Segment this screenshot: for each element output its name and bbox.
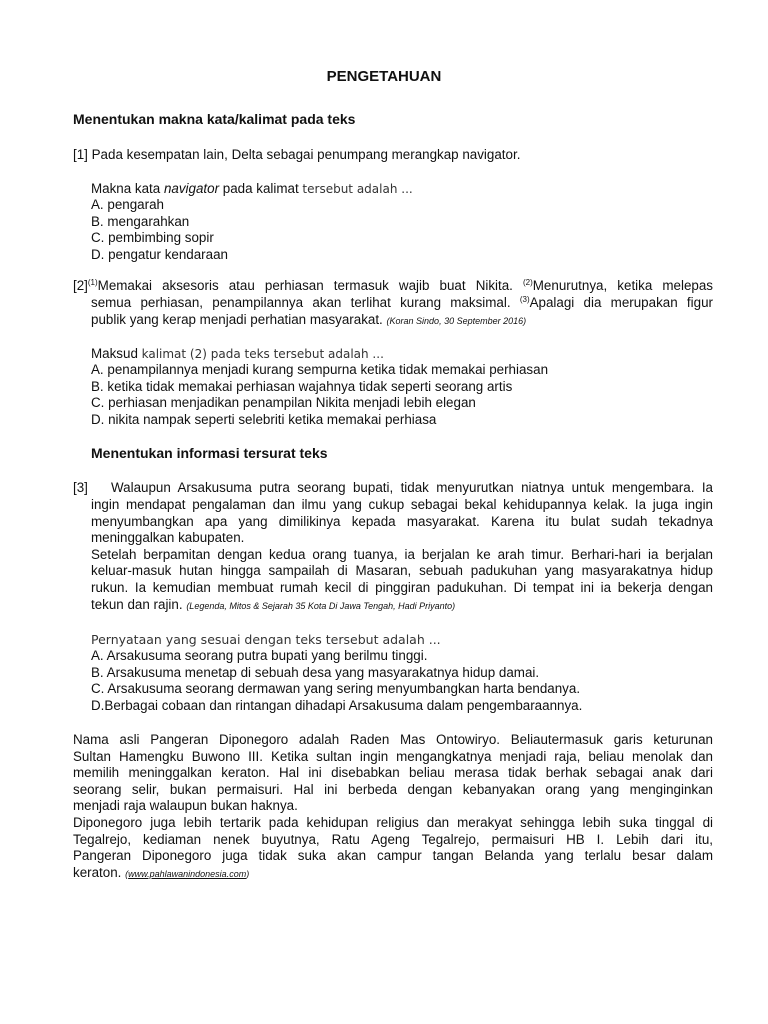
- passage-line-last: tekun dan rajin. (Legenda, Mitos & Sejarah 35 Kota Di Jawa Tengah, Hadi Priyanto): [91, 596, 456, 612]
- option-a: A. pengarah: [91, 197, 164, 212]
- passage-line: Setelah berpamitan dengan kedua orang tuanya, ia berjalan ke arah timur. Berhari-hari ia berjalan: [91, 546, 713, 562]
- passage-line: Nama asli Pangeran Diponegoro adalah Raden Mas Ontowiryo. Beliautermasuk garis keturunan: [73, 732, 713, 747]
- passage-line: Diponegoro juga lebih tertarik pada kehidupan religius dan merakyat sehingga lebih suka tinggal di: [73, 814, 713, 830]
- passage-line: Pangeran Diponegoro juga tidak suka akan campur tangan Belanda yang terlalu besar dalam: [73, 848, 713, 864]
- section-heading-information: Menentukan informasi tersurat teks: [91, 445, 328, 461]
- option-d: D. nikita nampak seperti selebriti ketika memakai perhiasa: [91, 411, 437, 427]
- question-2-prompt: Maksud kalimat (2) pada teks tersebut adalah ...: [91, 346, 384, 361]
- question-3-options: [91, 648, 582, 714]
- source-citation: (Koran Sindo, 30 September 2016): [386, 316, 527, 326]
- prompt-keyword: navigator: [163, 181, 220, 196]
- source-citation: (Legenda, Mitos & Sejarah 35 Kota Di Jawa Tengah, Hadi Priyanto): [186, 600, 456, 611]
- diponegoro-passage: [73, 732, 713, 882]
- question-2-number: [2]: [73, 278, 88, 293]
- passage-line: rukun. Ia kemudian membuat rumah kecil di pinggiran padukuhan. Di tempat ini ia bekerja dengan: [91, 579, 713, 595]
- option-d: D.Berbagai cobaan dan rintangan dihadapi Arsakusuma dalam pengembaraannya.: [91, 697, 583, 713]
- question-1-options: [91, 197, 228, 263]
- question-1-number: [1]: [73, 147, 88, 162]
- option-b: B. mengarahkan: [91, 213, 190, 229]
- passage-line: ingin mendapat pengalaman dan ilmu yang cukup sebagai bekal kehidupannya kelak. Ia juga ingin: [91, 497, 713, 512]
- source-link[interactable]: www.pahlawanindonesia.com: [128, 868, 247, 879]
- option-c: C. pembimbing sopir: [91, 230, 214, 246]
- passage-line: seorang selir, bukan permaisuri. Hal ini berbeda dengan kebanyakan orang yang menginginkan: [73, 781, 713, 797]
- option-d: D. pengatur kendaraan: [91, 246, 228, 262]
- passage-line: menyumbangkan apa yang dimilikinya kepada masyarakat. Karena itu bulat sudah tekadnya: [91, 513, 713, 529]
- question-3-number: [3]: [73, 480, 88, 495]
- option-a: A. Arsakusuma seorang putra bupati yang berilmu tinggi.: [91, 648, 428, 663]
- passage-line: meninggalkan kabupaten.: [91, 530, 245, 546]
- question-2-line-1: $[2]^{(1)}Memakai$ aksesoris atau perhiasan termasuk wajib buat Nikita. $^{(2)}$Menurutnya, ketika melepas: [73, 278, 713, 293]
- question-1-prompt: Makna kata navigator pada kalimat tersebut adalah ...: [91, 181, 413, 196]
- option-b: B. Arsakusuma menetap di sebuah desa yang masyarakatnya hidup damai.: [91, 664, 540, 680]
- question-1-text: [73, 147, 520, 164]
- question-2-options: [91, 362, 548, 428]
- passage-line: menjadi raja walaupun bukan haknya.: [73, 798, 298, 814]
- passage-line: Tegalrejo, kediaman nenek buyutnya, Ratu Ageng Tegalrejo, permaisuri HB I. Lebih dari itu,: [73, 831, 713, 847]
- passage-line: keluar-masuk hutan hingga sampailah di Masaran, sebuah padukuhan yang masyarakatnya hidup: [91, 563, 713, 579]
- question-2-line-3: publik yang kerap menjadi perhatian masyarakat. (Koran Sindo, 30 September 2016): [91, 312, 527, 327]
- question-3-passage: [91, 497, 713, 614]
- section-heading-meaning: Menentukan makna kata/kalimat pada teks: [73, 111, 356, 127]
- question-1-sentence: Pada kesempatan lain, Delta sebagai penumpang merangkap navigator.: [91, 147, 521, 162]
- question-2-line-2: semua perhiasan, penampilannya akan terlihat kurang maksimal. $^{(3)}$Apalagi dia merupakan figur: [91, 295, 713, 310]
- option-b: B. ketika tidak memakai perhiasan wajahnya tidak seperti seorang artis: [91, 378, 513, 394]
- option-c: C. Arsakusuma seorang dermawan yang sering menyumbangkan harta bendanya.: [91, 681, 581, 697]
- passage-line-last: keraton. (www.pahlawanindonesia.com): [73, 864, 250, 880]
- question-3-line-1: Walaupun Arsakusuma putra seorang bupati, tidak menyurutkan niatnya untuk mengembara. Ia: [111, 480, 713, 495]
- option-c: C. perhiasan menjadikan penampilan Nikita menjadi lebih elegan: [91, 395, 476, 411]
- question-3-prompt: Pernyataan yang sesuai dengan teks tersebut adalah ...: [91, 632, 441, 647]
- option-a: A. penampilannya menjadi kurang sempurna ketika tidak memakai perhiasan: [91, 362, 549, 377]
- passage-line: Sultan Hamengku Buwono III. Ketika sultan ingin mengangkatnya menjadi raja, beliau menolak dan: [73, 748, 713, 764]
- passage-line: memilih meninggalkan keraton. Hal ini disebabkan beliau merasa tidak berhak sebagai anak dari: [73, 765, 713, 781]
- page-title: PENGETAHUAN: [326, 68, 442, 85]
